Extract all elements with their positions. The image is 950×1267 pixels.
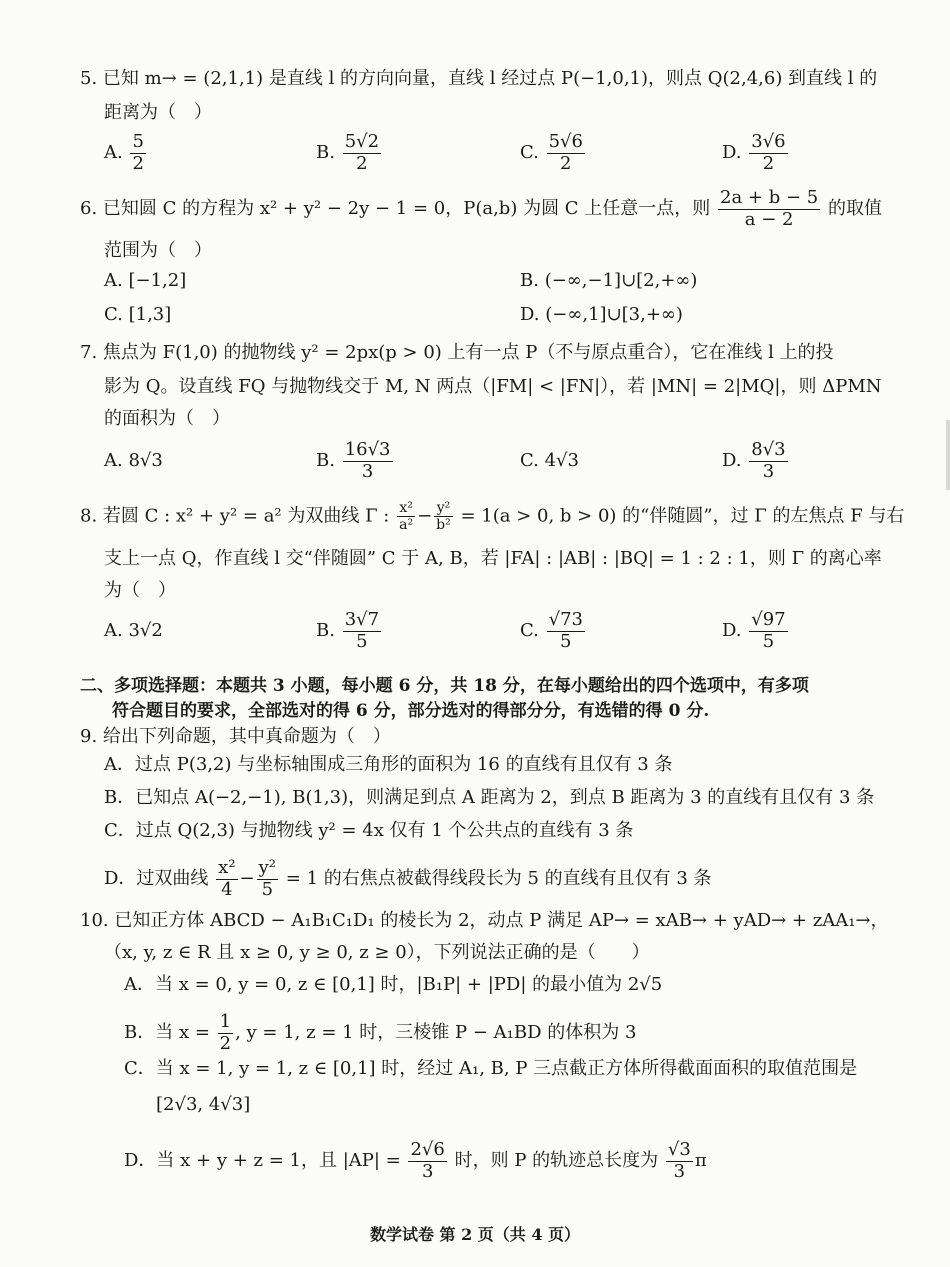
q5-option-a: A. $\frac{5}{2}$	[104, 131, 144, 174]
fraction: $\frac{16√3}{3}$	[344, 439, 391, 482]
q7-line2: 影为 Q。设直线 FQ 与抛物线交于 M, N 两点（|FM| < |FN|），若 |MN| = 2|MQ|，则 ΔPMN	[104, 376, 882, 397]
scan-edge-mark	[946, 420, 950, 490]
fraction: $\frac{\text{x²}}{\text{a²}}$	[399, 500, 414, 534]
q6-option-a: A. [−1,2]	[104, 270, 187, 291]
q6-line1: 6. 已知圆 C 的方程为 x² + y² − 2y − 1 = 0，P(a,b) 为圆 C 上任意一点，则 $\frac{2a + b - 5}{a - 2}$ 的取值	[80, 187, 882, 230]
q6-option-c: C. [1,3]	[104, 304, 172, 325]
q8-line2: 支上一点 Q，作直线 l 交“伴随圆” C 于 A, B，若 |FA| : |AB| : |BQ| = 1 : 2 : 1，则 Γ 的离心率	[104, 548, 882, 569]
fraction: $\frac{\text{x²}}{4}$	[218, 857, 236, 900]
q6-option-b: B. (−∞,−1]∪[2,+∞)	[520, 270, 698, 291]
q9-option-b: B．已知点 A(−2,−1), B(1,3)，则满足到点 A 距离为 2，到点 B 距离为 3 的直线有且仅有 3 条	[104, 787, 875, 808]
q6-option-d: D. (−∞,1]∪[3,+∞)	[520, 304, 683, 325]
q5-line1: 5. 已知 m→ = (2,1,1) 是直线 l 的方向向量，直线 l 经过点 P(−1,0,1)，则点 Q(2,4,6) 到直线 l 的	[80, 68, 878, 89]
fraction: $\frac{√97}{5}$	[751, 609, 786, 652]
q5-option-b: B. $\frac{5√2}{2}$	[316, 131, 380, 174]
q10-line1: 10. 已知正方体 ABCD − A₁B₁C₁D₁ 的棱长为 2，动点 P 满足 AP→ = xAB→ + yAD→ + zAA₁→，	[80, 910, 889, 931]
q10-line2: （x, y, z ∈ R 且 x ≥ 0, y ≥ 0, z ≥ 0），下列说法正确的是（ ）	[104, 942, 650, 963]
q9-option-d: D．过双曲线 $\frac{\text{x²}}{4}$ − $\frac{\text{y²}}{5}$ = 1 的右焦点被截得线段长为 5 的直线有且仅有 3 条	[104, 857, 712, 900]
q7-line3: 的面积为（ ）	[104, 408, 230, 429]
q7-option-a: A. 8√3	[104, 450, 163, 471]
q8-option-c: C. $\frac{√73}{5}$	[520, 609, 583, 652]
q9-stem: 9. 给出下列命题，其中真命题为（ ）	[80, 726, 391, 747]
page-footer: 数学试卷 第 2 页（共 4 页）	[369, 1225, 581, 1244]
fraction: $\frac{5√2}{2}$	[344, 131, 380, 174]
q7-option-b: B. $\frac{16√3}{3}$	[316, 439, 391, 482]
section2-heading-line1: 二、多项选择题：本题共 3 小题，每小题 6 分，共 18 分，在每小题给出的四个选项中，有多项	[80, 676, 809, 696]
fraction: $\frac{8√3}{3}$	[751, 439, 786, 482]
fraction: $\frac{√3}{3}$	[667, 1139, 691, 1182]
q10-option-c-line1: C．当 x = 1, y = 1, z ∈ [0,1] 时，经过 A₁, B, P 三点截正方体所得截面面积的取值范围是	[124, 1058, 858, 1079]
fraction: $\frac{\text{y²}}{\text{b²}}$	[436, 500, 451, 534]
q8-line1: 8. 若圆 C : x² + y² = a² 为双曲线 Γ : $\frac{\text{x²}}{\text{a²}}$ − $\frac{\text{y²}}{\text{b²}}$ = 1(a > 0, b > 0) 的“伴随圆”，过 Γ 的左焦点 F 与右	[80, 500, 905, 534]
q8-line3: 为（ ）	[104, 580, 176, 601]
q6-line2: 范围为（ ）	[104, 240, 212, 261]
fraction: $\frac{\text{y²}}{5}$	[258, 857, 277, 900]
q10-option-b: B．当 x = $\frac{1}{2}$ , y = 1, z = 1 时，三棱锥 P − A₁BD 的体积为 3	[124, 1011, 637, 1054]
fraction: $\frac{3√7}{5}$	[344, 609, 380, 652]
q7-option-d: D. $\frac{8√3}{3}$	[722, 439, 786, 482]
q9-option-c: C．过点 Q(2,3) 与抛物线 y² = 4x 仅有 1 个公共点的直线有 3 条	[104, 820, 634, 841]
fraction: $\frac{5√6}{2}$	[548, 131, 583, 174]
q5-line2: 距离为（ ）	[104, 102, 212, 123]
fraction: $\frac{5}{2}$	[132, 131, 144, 174]
q8-option-b: B. $\frac{3√7}{5}$	[316, 609, 380, 652]
fraction: $\frac{2√6}{3}$	[410, 1139, 445, 1182]
q10-option-d: D．当 x + y + z = 1，且 |AP| = $\frac{2√6}{3}$ 时，则 P 的轨迹总长度为 $\frac{√3}{3}$ π	[124, 1139, 707, 1182]
q10-option-a: A．当 x = 0, y = 0, z ∈ [0,1] 时，|B₁P| + |PD| 的最小值为 2√5	[124, 974, 663, 995]
fraction: $\frac{1}{2}$	[219, 1011, 232, 1054]
section2-heading-line2: 符合题目的要求，全部选对的得 6 分，部分选对的得部分分，有选错的得 0 分.	[112, 701, 710, 721]
q8-option-a: A. 3√2	[104, 620, 163, 641]
q8-option-d: D. $\frac{√97}{5}$	[722, 609, 786, 652]
q7-option-c: C. 4√3	[520, 450, 579, 471]
q7-line1: 7. 焦点为 F(1,0) 的抛物线 y² = 2px(p > 0) 上有一点 P（不与原点重合），它在准线 l 上的投	[80, 342, 834, 363]
q10-option-c-line2: [2√3, 4√3]	[156, 1094, 251, 1115]
q5-option-c: C. $\frac{5√6}{2}$	[520, 131, 583, 174]
fraction: $\frac{2a + b - 5}{a - 2}$	[720, 187, 819, 230]
fraction: $\frac{√73}{5}$	[548, 609, 583, 652]
q9-option-a: A．过点 P(3,2) 与坐标轴围成三角形的面积为 16 的直线有且仅有 3 条	[104, 754, 673, 775]
fraction: $\frac{3√6}{2}$	[751, 131, 786, 174]
q5-option-d: D. $\frac{3√6}{2}$	[722, 131, 786, 174]
